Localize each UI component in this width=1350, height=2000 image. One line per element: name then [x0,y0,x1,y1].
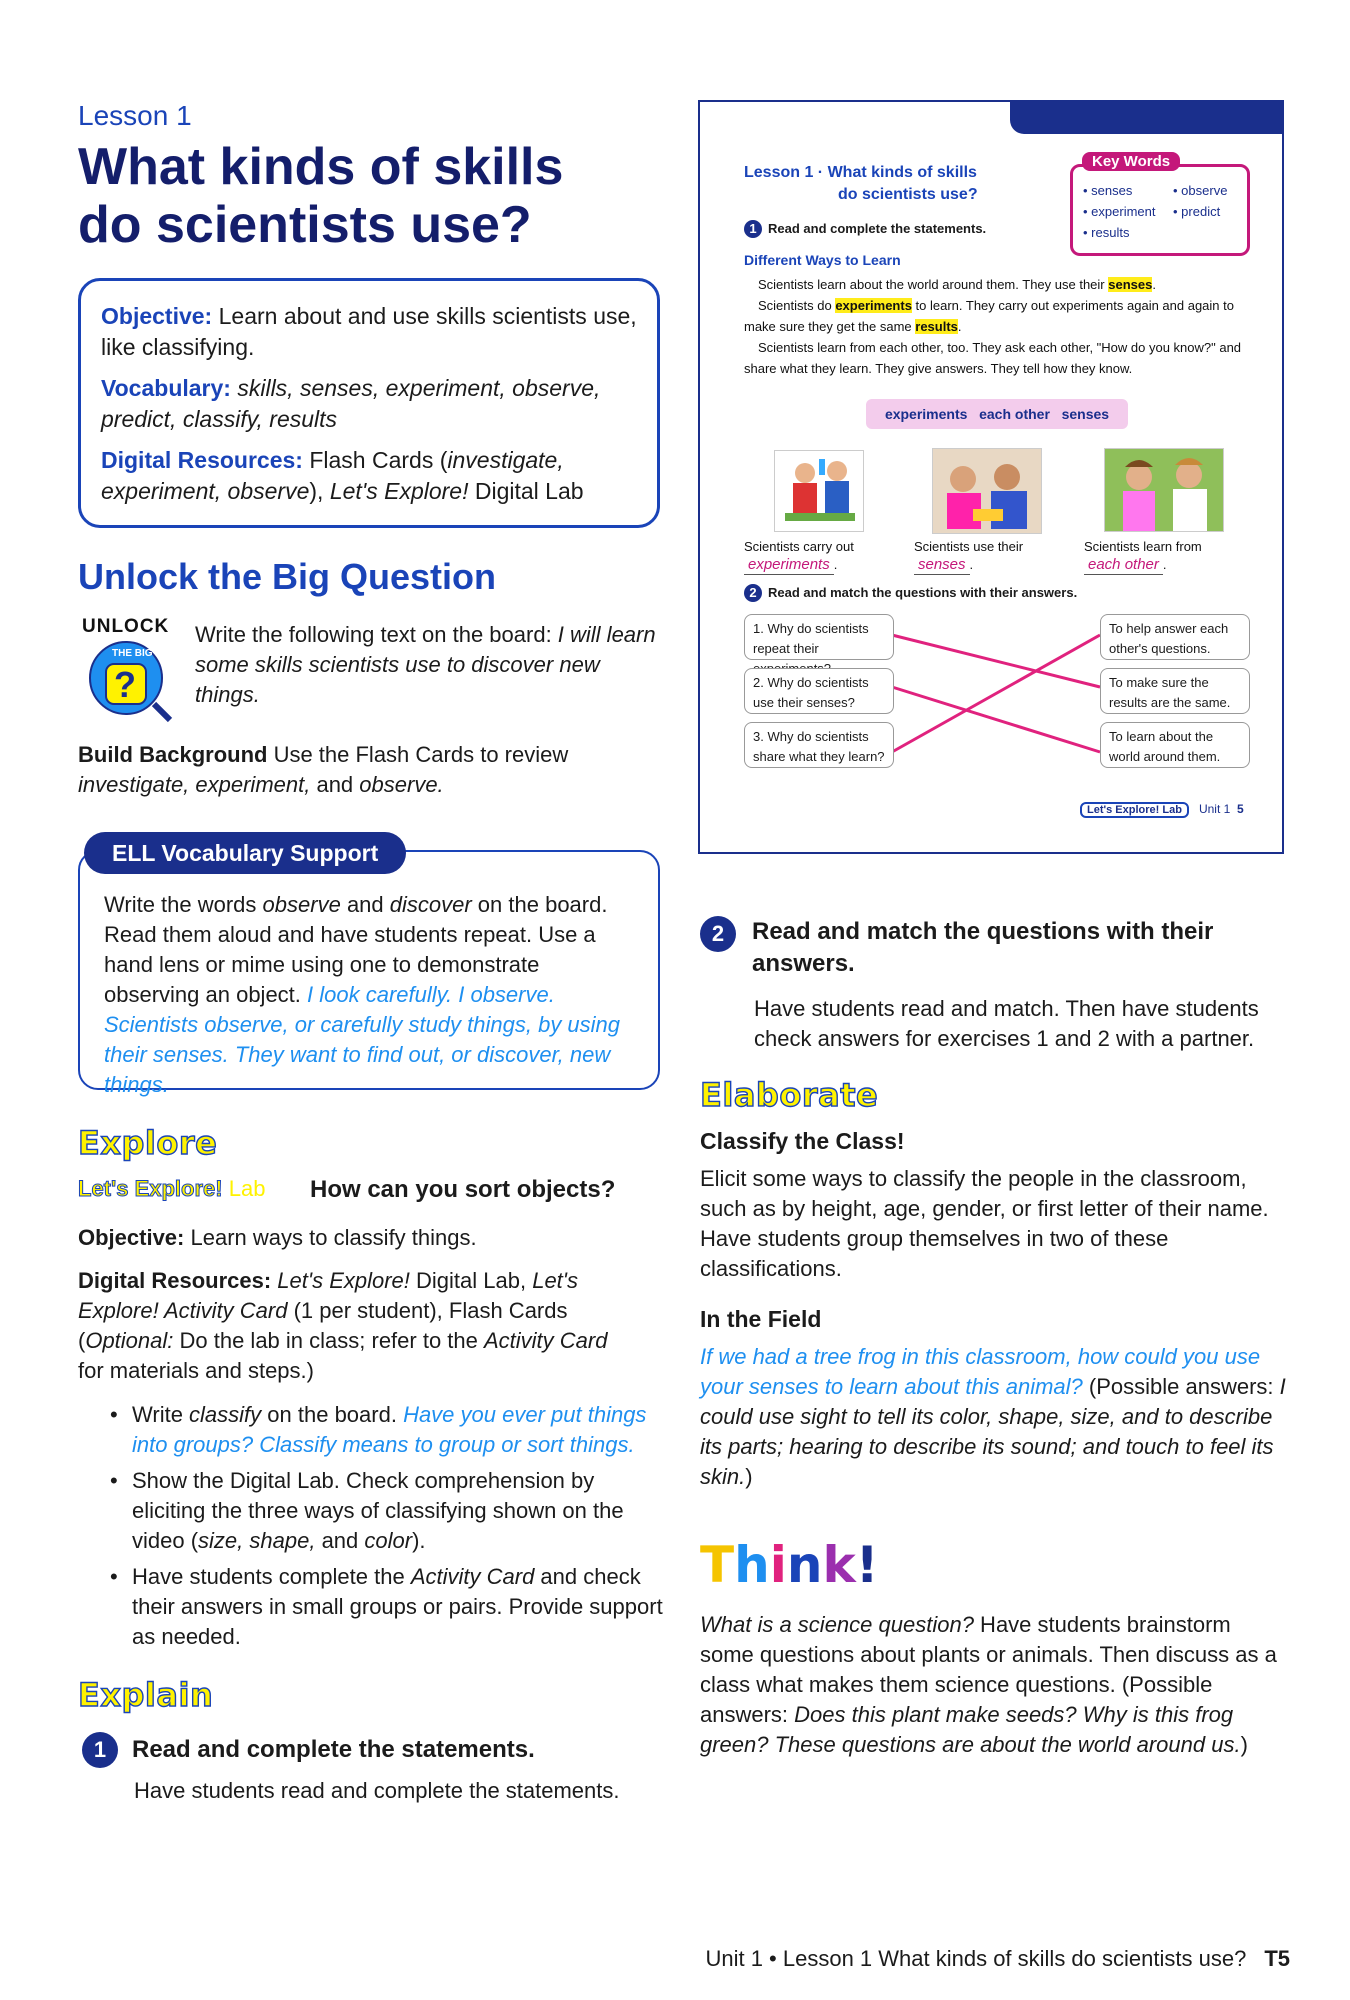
think-text-part: Does this plant make seeds? Why is this frog green? These questions are about the world around us. [700,1702,1241,1757]
answer-3: To learn about the world around them. [1100,722,1250,768]
bullet-text: ). [412,1528,426,1553]
digital-text: investigate, experiment, observe [101,447,564,504]
bullet-text: classify [189,1402,262,1427]
dr-text: Optional: [85,1328,174,1353]
digital-text: Flash Cards ( [309,447,448,473]
lab-tag-suffix: Lab [222,1176,266,1201]
think-letter: h [734,1536,770,1594]
step1-title-text: Read and complete the statements. [132,1736,535,1763]
word-bank-item: experiments [884,406,968,422]
caption-text: Scientists use their [914,539,1024,554]
key-word-text: experiment [1091,204,1156,219]
exercise-number-badge: 1 [744,220,762,238]
key-words-tab: Key Words [1082,152,1180,171]
step2-title-text: Read and match the questions with their answers. [752,918,1214,977]
think-letter: n [786,1536,823,1594]
unlock-text [195,620,665,710]
word-bank-item: each other [979,406,1050,422]
digital-text: Let's Explore! [329,478,469,504]
sb-title-line: Lesson 1 · What kinds of skills [744,164,977,181]
build-bg-text: observe. [359,772,444,797]
ell-text: and [340,892,390,917]
build-background [78,740,668,800]
caption-text: Scientists learn from [1084,539,1202,554]
bullet-text: and check their answers in small groups or pairs. Provide support as needed. [132,1564,663,1649]
vocabulary-label: Vocabulary: [101,375,231,401]
sb-text: . [957,319,962,334]
dr-text: Do the lab in class; refer to the [173,1328,484,1353]
key-word-text: senses [1091,183,1133,198]
badge-sub-text: THE BIG [112,648,153,659]
unlock-text-part: Write the following text on the board: [195,622,558,647]
caption-text: Scientists carry out [744,539,854,554]
word-bank-item: senses [1061,406,1110,422]
step1-text: Have students read and complete the statements. [134,1778,620,1803]
think-letter: ! [855,1536,879,1594]
think-text-part: ) [1240,1732,1248,1757]
student-book-page [698,100,1284,854]
unlock-badge-icon [78,614,178,724]
bullet-text: and [315,1528,365,1553]
dr-label: Digital Resources: [78,1268,272,1293]
build-bg-text: investigate, experiment, [78,772,311,797]
sb-page-number: 5 [1236,802,1244,816]
ell-box [78,850,660,1097]
step1-title [82,1732,535,1768]
explore-digital-resources [78,1266,618,1386]
lab-line [78,1176,678,1202]
explore-objective-label: Objective: [78,1225,185,1250]
caption-1: Scientists carry out experiments . [744,538,894,575]
bullet-text: Write [132,1402,190,1427]
objective-text: Learn about and use skills scientists use, like classifying. [101,303,637,360]
digital-resources-label: Digital Resources: [101,447,303,473]
explore-objective-text: Learn ways to classify things. [184,1225,477,1250]
key-word: • experiment [1083,204,1156,219]
dr-text: Let's Explore! Activity Card [78,1268,578,1323]
ell-text: observe [262,892,341,917]
answer-1: To help answer each other's questions. [1100,614,1250,660]
match-line [892,635,1100,687]
list-item [110,1562,670,1652]
sb-subhead: Different Ways to Learn [744,252,901,268]
bullet-text: Show the Digital Lab. Check comprehension by eliciting the three ways of classifying shown on the video ( [132,1468,624,1553]
answer-2: To make sure the results are the same. [1100,668,1250,714]
digital-text: ), [309,478,330,504]
caption-answer: each other [1084,556,1163,575]
step-number-badge: 2 [700,916,736,952]
step2-text: Have students read and match. Then have students check answers for exercises 1 and 2 with a partner. [754,996,1259,1051]
exercise-number-badge: 2 [744,584,762,602]
build-background-label: Build Background [78,742,268,767]
think-text-part: What is a science question? [700,1612,974,1637]
sb-exercise2-text: Read and match the questions with their answers. [768,585,1078,600]
think-letter: i [769,1536,787,1594]
field-question: If we had a tree frog in this classroom, how could you use your senses to learn about this animal? [700,1344,1261,1399]
question-1: 1. Why do scientists repeat their [744,614,894,660]
sb-footer [1080,802,1244,816]
field-text [700,1342,1295,1492]
explore-heading: Explore [78,1124,218,1162]
key-word-text: observe [1181,183,1228,198]
badge-question-mark: ? [114,664,136,705]
think-letter: k [822,1536,856,1594]
list-item [110,1400,670,1460]
unlock-text-part: I will learn some skills scientists use to discover new things. [195,622,656,707]
key-word-text: results [1091,225,1130,240]
page-footer [660,1946,1290,1972]
bullet-text: on the board. [261,1402,404,1427]
sb-highlight: results [915,319,958,334]
sb-text: to learn. They carry out experiments again and again to make sure they get the same [744,298,1234,334]
key-word: • results [1083,225,1130,240]
unlock-heading: Unlock the Big Question [78,556,497,597]
dr-text: Let's Explore! [277,1268,410,1293]
lab-tag: Let's Explore! [78,1176,223,1201]
ell-text: on the board. Read them aloud and have students repeat. Use a hand lens or mime using one to demonstrate observing an object. [104,892,608,1007]
dr-text: Activity Card [484,1328,608,1353]
build-bg-text: Use the Flash Cards to review [267,742,569,767]
caption-2: Scientists use their senses . [914,538,1064,575]
sb-text: Scientists learn about the world around them. They use their [758,277,1109,292]
explore-bullets [110,1400,670,1658]
think-letter: T [700,1536,735,1594]
think-text-part: Have students brainstorm some questions about plants or animals. Then discuss as a class what makes them science questions. (Possible answers: [700,1612,1277,1727]
sb-highlight: senses [1108,277,1153,292]
match-line [892,687,1100,752]
field-text-part: I could use sight to tell its color, shape, size, and to describe its parts; hearing to describe its sound; and touch to feel its skin. [700,1374,1286,1489]
bullet-text: Have students complete the [132,1564,411,1589]
bullet-text: size, shape, [198,1528,316,1553]
think-heading [700,1536,879,1594]
bullet-model-text: Have you ever put things into groups? Classify means to group or sort things. [132,1402,647,1457]
match-line [892,635,1100,752]
page-number: T5 [1264,1946,1290,1971]
page-title: What kinds of skills do scientists use? [78,138,564,254]
step-number-badge: 1 [82,1732,118,1768]
sb-text: Scientists do [758,298,836,313]
dr-text: for materials and steps.) [78,1358,314,1383]
caption-answer: experiments [744,556,834,575]
sb-highlight: experiments [835,298,912,313]
footer-text: Unit 1 • Lesson 1 What kinds of skills do scientists use? [705,1946,1247,1971]
build-bg-text: and [310,772,360,797]
dr-text: Digital Lab, [409,1268,533,1293]
bullet-text: color [364,1528,413,1553]
key-word: • senses [1083,183,1133,198]
key-word: • observe [1173,183,1228,198]
sb-footer-unit: Unit 1 [1198,802,1231,816]
badge-top-text: UNLOCK [82,616,170,637]
key-word: • predict [1173,204,1221,219]
field-heading: In the Field [700,1306,822,1332]
elaborate-heading: Elaborate [700,1076,879,1114]
ell-text: discover [389,892,472,917]
key-word-text: predict [1181,204,1221,219]
digital-text: Digital Lab [468,478,584,504]
sb-exercise1-text: Read and complete the statements. [768,221,987,236]
list-item [110,1466,670,1556]
lab-chip: Let's Explore! Lab [1080,802,1189,818]
sb-paragraph: Scientists learn from each other, too. They ask each other, "How do you know?" and share what they learn. They give answers. They tell how they know. [744,340,1242,376]
sb-title-line: do scientists use? [838,186,978,203]
lab-question: How can you sort objects? [310,1176,616,1203]
field-text-part: (Possible answers: [1082,1374,1280,1399]
classify-heading: Classify the Class! [700,1128,905,1154]
ell-tab: ELL Vocabulary Support [84,832,406,874]
lesson-label: Lesson 1 [78,100,192,131]
caption-3: Scientists learn from each other . [1084,538,1244,575]
question-3: 3. Why do scientists share what they learn? [744,722,894,768]
sb-text: . [1152,277,1156,292]
classify-text: Elicit some ways to classify the people in the classroom, such as by height, age, gender, or first letter of their name. Have students group themselves in two of these classifications. [700,1166,1269,1281]
caption-answer: senses [914,556,970,575]
dr-text: (1 per student), Flash Cards ( [78,1298,568,1353]
objective-label: Objective: [101,303,213,329]
explain-heading: Explain [78,1676,214,1714]
vocabulary-text: skills, senses, experiment, observe, predict, classify, results [101,375,601,432]
ell-text: Write the words [104,892,263,917]
ell-model-text: I look carefully. I observe. Scientists observe, or carefully study things, by using their senses. They want to find out, or discover, new things. [104,982,621,1097]
bullet-text: Activity Card [410,1564,535,1589]
objective-box [78,278,660,528]
think-text [700,1610,1285,1760]
question-2: 2. Why do scientists use their senses? [744,668,894,714]
field-text-part: ) [745,1464,753,1489]
explore-objective [78,1223,678,1253]
